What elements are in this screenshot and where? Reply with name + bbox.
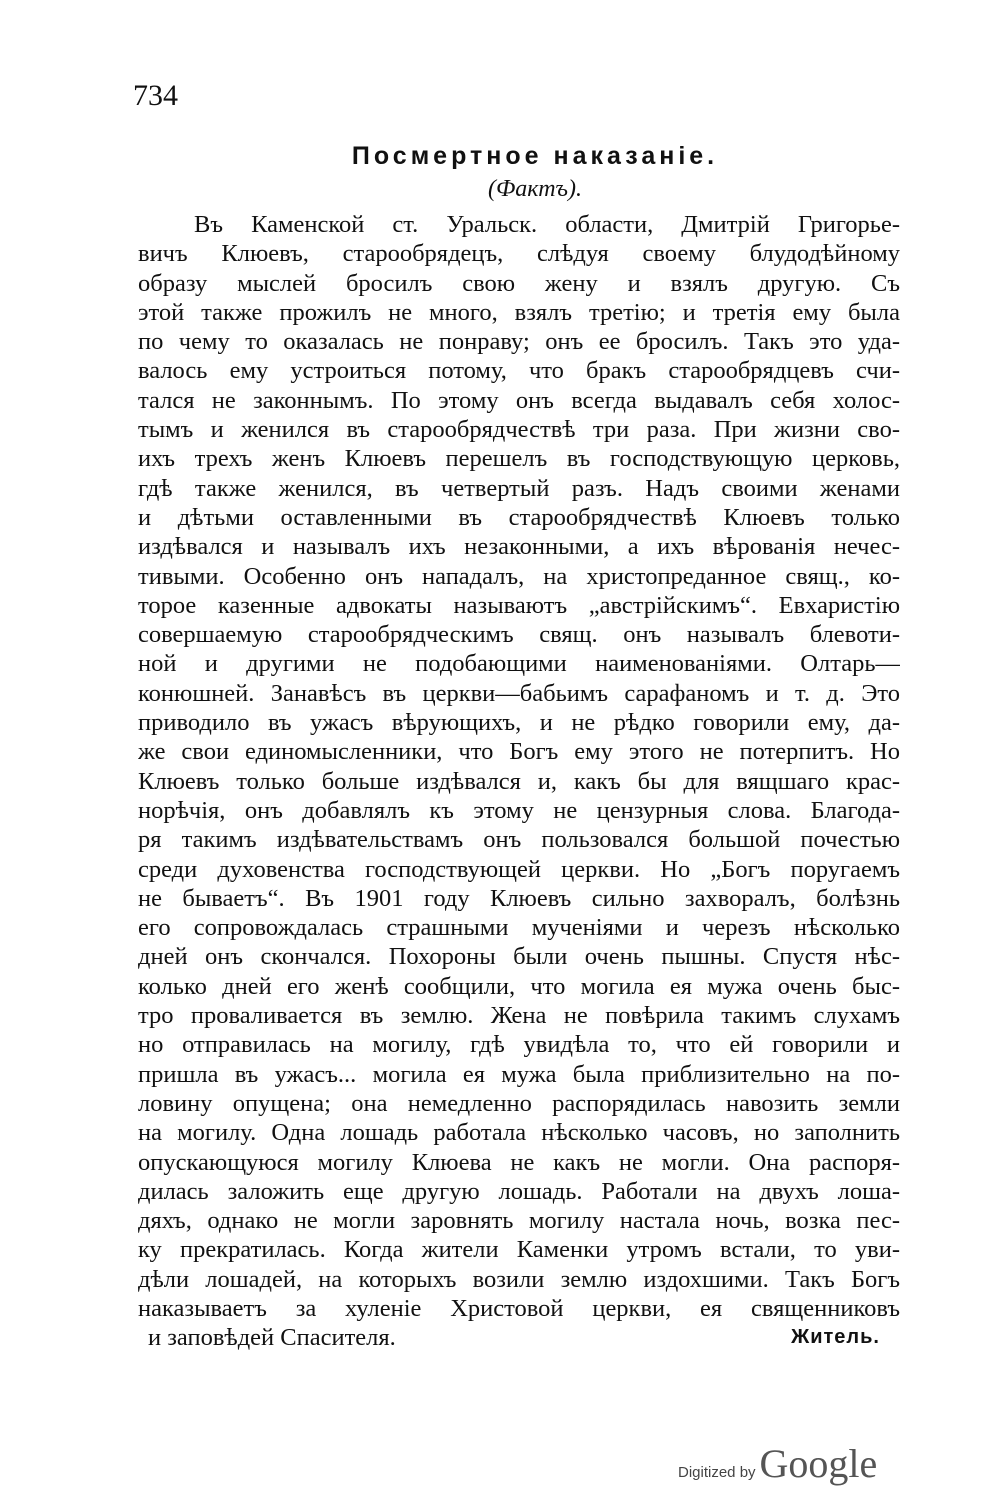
text-line: торое казенные адвокаты называютъ „австрійскимъ“. Евхаристію	[138, 591, 900, 619]
text-line: колько дней его женѣ сообщили, что могила ея мужа очень быс-	[138, 972, 900, 1000]
text-line: вичъ Клюевъ, старообрядецъ, слѣдуя своему блудодѣйному	[138, 240, 900, 268]
text-line: валось ему устроиться потому, что бракъ старообрядцевъ счи-	[138, 357, 900, 385]
text-line: тивыми. Особенно онъ нападалъ, на христопреданное свящ., ко-	[138, 562, 900, 590]
text-line: Клюевъ только больше издѣвался и, какъ бы для вящшаго крас-	[138, 767, 900, 795]
text-line: этой также прожилъ не много, взялъ третію; и третія ему была	[138, 298, 900, 326]
text-line: его сопровождалась страшными мученіями и черезъ нѣсколько	[138, 914, 900, 942]
text-line: дней онъ скончался. Похороны были очень пышны. Спустя нѣс-	[138, 943, 900, 971]
text-line: ку прекратилась. Когда жители Каменки утромъ встали, то уви-	[138, 1236, 900, 1264]
text-line: норѣчія, онъ добавлялъ къ этому не цензурныя слова. Благода-	[138, 796, 900, 824]
text-line: ловину опущена; она немедленно распорядилась навозить земли	[138, 1089, 900, 1117]
text-line: ихъ трехъ женъ Клюевъ перешелъ въ господствующую церковь,	[138, 445, 900, 473]
text-line: дилась заложить еще другую лошадь. Работали на двухъ лоша-	[138, 1177, 900, 1205]
text-line: дяхъ, однако не могли заровнять могилу настала ночь, возка пес-	[138, 1207, 900, 1235]
last-line	[138, 1323, 900, 1352]
last-line-text: и заповѣдей Спасителя.	[148, 1324, 396, 1352]
watermark-prefix: Digitized by	[678, 1464, 756, 1481]
text-line: совершаемую старообрядческимъ свящ. онъ называлъ блевоти-	[138, 621, 900, 649]
article-title: Посмертное наказаніе.	[351, 142, 719, 170]
digitized-watermark	[678, 1440, 877, 1487]
text-line: тымъ и женился въ старообрядчествѣ три раза. При жизни сво-	[138, 416, 900, 444]
text-line: Въ Каменской ст. Уральск. области, Дмитрій Григорье-	[194, 211, 900, 238]
text-line: ря такимъ издѣвательствамъ онъ пользовался большой почестью	[138, 826, 900, 854]
author-signature: Житель.	[791, 1326, 880, 1349]
text-line: тро проваливается въ землю. Жена не повѣрила такимъ слухамъ	[138, 1002, 900, 1030]
google-logo: Google	[759, 1441, 878, 1486]
text-line: пришла въ ужасъ... могила ея мужа была приблизительно на по-	[138, 1060, 900, 1088]
text-line: ной и другими не подобающими наименованіями. Олтарь—	[138, 650, 900, 678]
text-line: не бываетъ“. Въ 1901 году Клюевъ сильно захворалъ, болѣзнь	[138, 884, 900, 912]
text-line: и дѣтьми оставленными въ старообрядчествѣ Клюевъ только	[138, 503, 900, 531]
text-line: но отправилась на могилу, гдѣ увидѣла то, что ей говорили и	[138, 1031, 900, 1059]
article-body	[138, 210, 900, 1353]
text-line: дѣли лошадей, на которыхъ возили землю издохшими. Такъ Богъ	[138, 1265, 900, 1293]
text-line: среди духовенства господствующей церкви. Но „Богъ поругаемъ	[138, 855, 900, 883]
text-line: по чему то оказалась не понраву; онъ ее бросилъ. Такъ это уда-	[138, 328, 900, 356]
text-line: образу мыслей бросилъ свою жену и взялъ другую. Съ	[138, 269, 900, 297]
article-subtitle: (Фактъ).	[488, 176, 582, 202]
text-line: издѣвался и называлъ ихъ незаконными, а ихъ вѣрованія нечес-	[138, 533, 900, 561]
text-line: тался не законнымъ. По этому онъ всегда выдавалъ себя холос-	[138, 386, 900, 414]
text-line: на могилу. Одна лошадь работала нѣсколько часовъ, но заполнить	[138, 1119, 900, 1147]
page-number: 734	[133, 79, 178, 112]
text-line: конюшней. Занавѣсъ въ церкви—бабьимъ сарафаномъ и т. д. Это	[138, 679, 900, 707]
text-line: опускающуюся могилу Клюева не какъ не могли. Она распоря-	[138, 1148, 900, 1176]
text-line: гдѣ также женился, въ четвертый разъ. Надъ своими женами	[138, 474, 900, 502]
text-line: же свои единомысленники, что Богъ ему этого не потерпитъ. Но	[138, 738, 900, 766]
text-line: наказываетъ за хуленіе Христовой церкви, ея священниковъ	[138, 1294, 900, 1322]
text-line: приводило въ ужасъ вѣрующихъ, и не рѣдко говорили ему, да-	[138, 709, 900, 737]
